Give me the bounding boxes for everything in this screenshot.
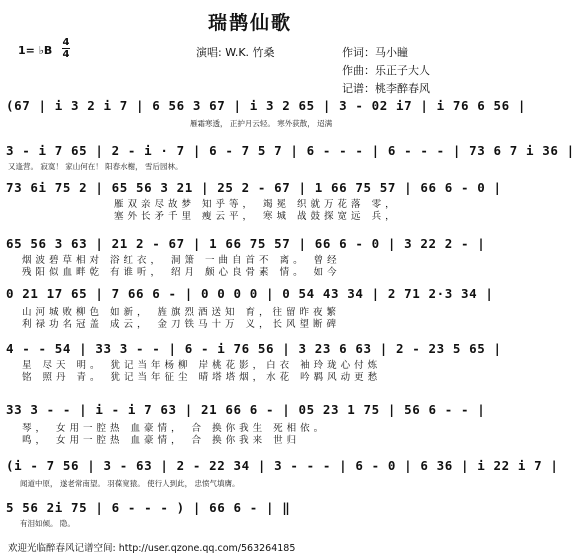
lyric-line: 烟波碧草相对 浴红衣， 洞箫 一曲自首不 离。 曾经 [22, 255, 341, 266]
notation-line: (67 | i 3 2 i 7 | 6 56 3 67 | i 3 2 65 | 3 - 02 i7 | i 76 6 56 | [6, 98, 527, 113]
lyric-line: 鸣， 女用一腔热 血豪情， 合 换你我来 世归 [22, 435, 301, 446]
lyric-line: 塞外长矛千里 瘦云平， 寒城 战鼓探宽远 兵， [114, 211, 399, 222]
meter-bottom: 4 [62, 49, 70, 60]
composer-credit: 作曲：乐正子大人 [342, 64, 430, 77]
lyric-line: 山河城败柳色 如新， 旌旗烈酒送知 育，往留昨夜繁 [22, 307, 341, 318]
notation-line: (i - 7 56 | 3 - 63 | 2 - 22 34 | 3 - - - | 6 - 0 | 6 36 | i 22 i 7 | [6, 458, 559, 473]
notation-line: 5 56 2i 75 | 6 - - - ) | 66 6 - | ‖ [6, 500, 291, 515]
notation-line: 73 6i 75 2 | 65 56 3 21 | 25 2 - 67 | 1 66 75 57 | 66 6 - 0 | [6, 180, 502, 195]
notation-line: 65 56 3 63 | 21 2 - 67 | 1 66 75 57 | 66 6 - 0 | 3 22 2 - | [6, 236, 486, 251]
lyric-line: 铭 照丹 青。 犹记当年征尘 晴塔塔烟，水花 吟羁风动更愁 [22, 372, 382, 383]
meter-top: 4 [62, 37, 70, 48]
credits-block [342, 44, 430, 98]
lyric-line: 利禄功名冠盖 成云， 金刀铁马十万 义，长风望断碑 [22, 319, 341, 330]
notation-line: 3 - i 7 65 | 2 - i · 7 | 6 - 7 5 7 | 6 - - - | 6 - - - | 73 6 7 i 36 | [6, 143, 575, 158]
notation-line: 4 - - 54 | 33 3 - - | 6 - i 76 56 | 3 23 6 63 | 2 - 23 5 65 | [6, 341, 502, 356]
key-signature: 1= ♭B [18, 44, 53, 57]
notation-line: 0 21 17 65 | 7 66 6 - | 0 0 0 0 | 0 54 43 34 | 2 71 2·3 34 | [6, 286, 494, 301]
lyric-line: 琴， 女用一腔热 血豪情， 合 换你我生 死相依。 [22, 423, 328, 434]
annotation-line: 有泪如倾。 隐。 [20, 519, 75, 528]
notation-line: 33 3 - - | i - i 7 63 | 21 66 6 - | 05 23 1 75 | 56 6 - - | [6, 402, 486, 417]
lyricist-credit: 作词：马小瞳 [342, 46, 408, 59]
annotation-line: 雁霜寒透， 正护月云轻。 寒外荻散， 迢满 [190, 119, 333, 128]
lyric-line: 残阳似血畔乾 有谁听， 绍月 颇心良骨素 情。 如今 [22, 267, 341, 278]
lyric-line: 星 尽天 明。 犹记当年杨柳 岸桃花影，白衣 袖玲珑心付炼 [22, 360, 382, 371]
annotation-line: 又逢营。 寂寞！ 家山何在！ 阳春水榭， 雪后园林。 [8, 162, 183, 171]
footer-note: 欢迎光临醉春风记谱空间: http://user.qzone.qq.com/563264185 [8, 543, 296, 554]
annotation-line: 闻道中原， 遂老常南望。 羽葆宽猿。 使行人到此， 忠愤气填膺。 [20, 479, 240, 488]
transcriber-credit: 记谱：桃李醉春风 [342, 82, 430, 95]
lyric-line: 雁双亲尽故梦 知乎等， 竭冕 织就万花落 零， [114, 199, 399, 210]
song-title: 瑞鹊仙歌 [207, 12, 292, 34]
time-signature [62, 38, 70, 59]
singer-credit: 演唱: W.K. 竹桑 [196, 46, 275, 59]
